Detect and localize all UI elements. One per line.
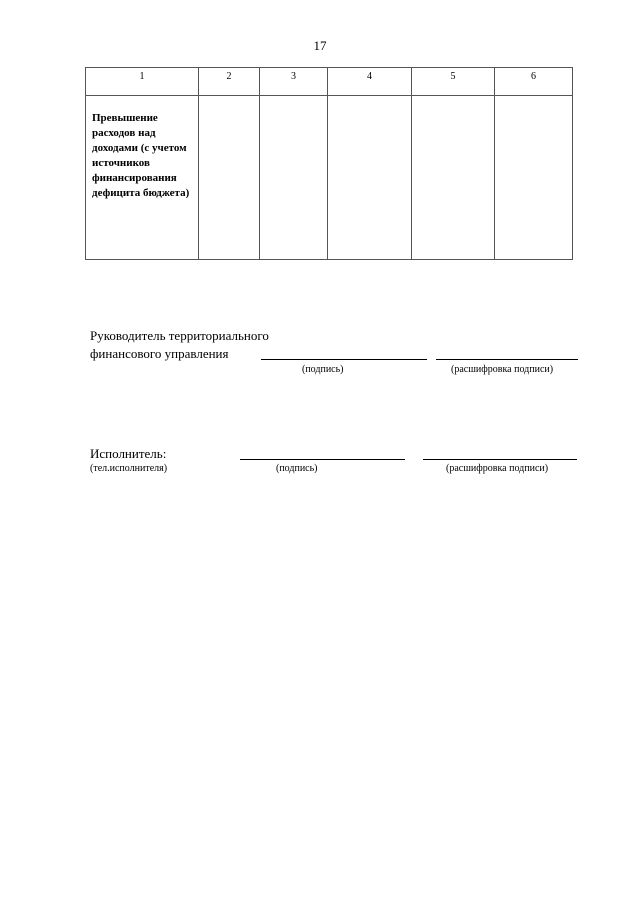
head-decode-caption: (расшифровка подписи) bbox=[451, 364, 554, 375]
executor-decode-line bbox=[423, 459, 577, 460]
head-signature-caption: (подпись) bbox=[302, 364, 344, 375]
header-cell-1: 1 bbox=[86, 68, 199, 96]
table-cell bbox=[260, 96, 328, 260]
executor-signature-line bbox=[240, 459, 405, 460]
executor-phone-caption: (тел.исполнителя) bbox=[90, 463, 168, 474]
table-cell bbox=[495, 96, 573, 260]
head-title-line1: Руководитель территориального bbox=[90, 328, 269, 343]
header-cell-4: 4 bbox=[328, 68, 412, 96]
header-cell-5: 5 bbox=[412, 68, 495, 96]
table-cell bbox=[199, 96, 260, 260]
budget-table bbox=[85, 67, 573, 260]
table-cell bbox=[412, 96, 495, 260]
header-cell-3: 3 bbox=[260, 68, 328, 96]
page-number: 17 bbox=[313, 38, 327, 53]
executor-label: Исполнитель: bbox=[90, 446, 167, 461]
row-label: Превышение расходов над доходами (с учетом источников финансирования дефицита бюджета) bbox=[86, 96, 199, 260]
table-row bbox=[86, 96, 573, 260]
table-cell bbox=[328, 96, 412, 260]
executor-decode-caption: (расшифровка подписи) bbox=[446, 463, 549, 474]
head-signature-line bbox=[261, 359, 427, 360]
header-cell-2: 2 bbox=[199, 68, 260, 96]
executor-signature-caption: (подпись) bbox=[276, 463, 318, 474]
head-decode-line bbox=[436, 359, 578, 360]
header-cell-6: 6 bbox=[495, 68, 573, 96]
table-header-row bbox=[86, 68, 573, 96]
head-title-line2: финансового управления bbox=[90, 346, 229, 361]
